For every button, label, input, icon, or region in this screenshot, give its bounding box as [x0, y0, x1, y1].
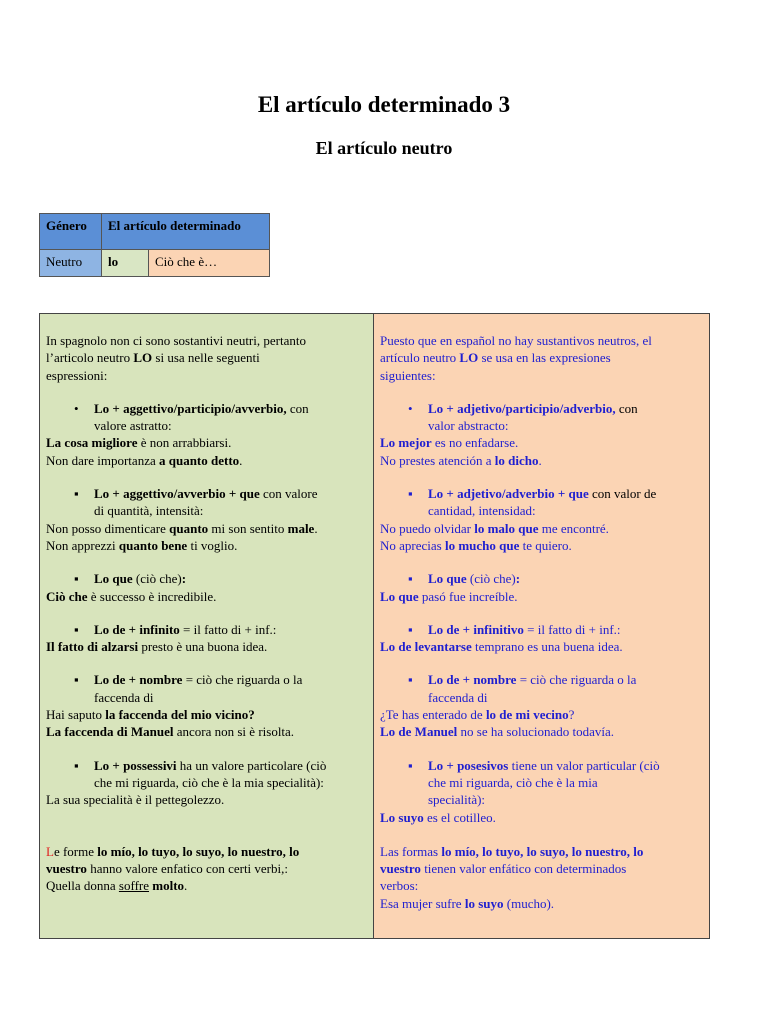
example-line: [380, 520, 703, 537]
text: Lo de levantarse: [380, 639, 472, 655]
text: ancora non si è risolta.: [173, 724, 295, 740]
bullet-square-icon: ▪: [74, 486, 79, 502]
text: cantidad, intensidad:: [428, 503, 536, 519]
text: faccenda di: [94, 689, 154, 705]
text: lo mío, lo tuyo, lo suyo, lo nuestro, lo: [97, 843, 300, 859]
rule-head: Lo + possessivi: [94, 757, 177, 773]
closing-paragraph: [46, 843, 367, 895]
text: mi son sentito: [208, 520, 288, 536]
text: valor abstracto:: [428, 418, 509, 434]
example-line: [46, 537, 367, 554]
closing-line: [380, 843, 703, 860]
section-cantidad: [380, 485, 703, 554]
text: te quiero.: [519, 537, 572, 553]
text: se usa en las expresiones: [478, 350, 611, 366]
article-table: [39, 213, 270, 277]
text: No prestes atención a: [380, 452, 495, 468]
example-line: [380, 723, 703, 740]
example-line: [46, 434, 367, 451]
text: :: [181, 571, 187, 587]
text: male: [287, 520, 315, 536]
example-line: [46, 706, 367, 723]
text: e forme: [53, 843, 98, 859]
list-item: [380, 757, 703, 809]
text: Hai saputo: [46, 707, 106, 723]
example-line: [380, 809, 703, 826]
intro-line: In spagnolo non ci sono sostantivi neutri, pertanto: [46, 333, 306, 348]
text: (ciò che): [132, 571, 182, 587]
text: soffre: [118, 878, 150, 894]
bullet-dot-icon: •: [408, 400, 413, 416]
text: vuestro: [46, 860, 87, 876]
rule-head: Lo + adjetivo/adverbio + que: [428, 486, 589, 502]
text: lo suyo: [464, 895, 504, 911]
text: che mi riguarda, ciò che è la mia: [428, 774, 598, 790]
text: faccenda di: [428, 689, 488, 705]
comparison-box: [39, 313, 710, 939]
text: Ciò che: [46, 588, 88, 604]
section-astratto: [46, 400, 367, 469]
rule-head: Lo de + infinitivo: [428, 621, 524, 637]
closing-line: [46, 860, 367, 877]
text: l’articolo neutro: [46, 350, 134, 366]
text: con: [615, 400, 638, 416]
text: Non posso dimenticare: [46, 520, 170, 536]
bullet-square-icon: ▪: [408, 672, 413, 688]
italian-column: [40, 314, 374, 938]
text: con valore: [259, 486, 318, 502]
text: molto: [152, 878, 185, 894]
cell-cio-che: Ciò che è…: [149, 250, 270, 277]
text: hanno valore enfatico con certi verbi,:: [86, 860, 288, 876]
intro-line: [46, 349, 367, 366]
bullet-square-icon: ▪: [408, 571, 413, 587]
text: lo de mi vecino: [485, 707, 569, 723]
text: ha un valore particolare (ciò: [176, 757, 327, 773]
bullet-dot-icon: •: [74, 400, 79, 416]
text: di quantità, intensità:: [94, 503, 204, 519]
text: (mucho).: [503, 895, 555, 911]
text: Non apprezzi: [46, 537, 119, 553]
example-line: La sua specialità è il pettegolezzo.: [46, 792, 225, 808]
list-item: [380, 485, 703, 520]
text: valore astratto:: [94, 418, 172, 434]
text: es no enfadarse.: [431, 435, 519, 451]
example-line: [380, 638, 703, 655]
rule-head: Lo de + infinito: [94, 621, 180, 637]
text: con: [286, 400, 309, 416]
text: la faccenda del mio vicino?: [105, 707, 255, 723]
closing-line: [46, 877, 367, 894]
lo-bold: LO: [133, 350, 153, 366]
example-line: [46, 723, 367, 740]
text: no se ha solucionado todavía.: [457, 724, 614, 740]
section-lo-que: [46, 570, 367, 605]
cell-neutro: Neutro: [40, 250, 102, 277]
text: presto è una buona idea.: [138, 639, 268, 655]
text: (ciò che): [466, 571, 516, 587]
text: quanto: [169, 520, 209, 536]
example-line: [46, 520, 367, 537]
rule-head: Lo + posesivos: [428, 757, 509, 773]
text: a quanto detto: [158, 452, 240, 468]
text: temprano es una buena idea.: [471, 639, 623, 655]
intro-paragraph: [46, 332, 367, 384]
table-row: [40, 250, 270, 277]
text: es el cotilleo.: [423, 809, 496, 825]
text: che mi riguarda, ciò che è la mia specialità):: [94, 774, 324, 790]
intro-line: Puesto que en español no hay sustantivos neutros, el: [380, 333, 652, 348]
text: = ciò che riguarda o la: [516, 672, 637, 688]
text: ?: [568, 707, 575, 723]
text: Lo de Manuel: [380, 724, 458, 740]
rule-head: Lo de + nombre: [428, 672, 517, 688]
lo-bold: LO: [459, 350, 479, 366]
text: vuestro: [380, 861, 421, 877]
text: ¿Te has enterado de: [380, 707, 486, 723]
section-lo-que: [380, 570, 703, 605]
text: pasó fue increíble.: [418, 588, 518, 604]
closing-line: [380, 895, 703, 912]
list-item: [380, 570, 703, 587]
closing-line: [46, 843, 367, 860]
bullet-square-icon: ▪: [74, 621, 79, 637]
text: è successo è incredibile.: [87, 588, 217, 604]
text: La faccenda di Manuel: [46, 724, 174, 740]
text: Lo que: [380, 588, 419, 604]
text: .: [314, 520, 318, 536]
bullet-square-icon: ▪: [408, 621, 413, 637]
list-item: [380, 671, 703, 706]
rule-head: Lo que: [428, 571, 467, 587]
text: si usa nelle seguenti: [152, 350, 260, 366]
text: tiene un valor particular (ciò: [508, 757, 660, 773]
text: = ciò che riguarda o la: [182, 672, 303, 688]
rule-head: Lo + aggettivo/avverbio + que: [94, 486, 260, 502]
text: :: [515, 571, 521, 587]
text: .: [538, 452, 542, 468]
example-line: [380, 588, 703, 605]
text: Non dare importanza: [46, 452, 159, 468]
rule-head: Lo de + nombre: [94, 672, 183, 688]
text: = il fatto di + inf.:: [523, 621, 621, 637]
section-lo-de-nombre: [46, 671, 367, 740]
text: No puedo olvidar: [380, 520, 475, 536]
spanish-column: [374, 314, 709, 938]
example-line: [46, 588, 367, 605]
header-articulo: El artículo determinado: [102, 214, 270, 250]
rule-head: Lo + aggettivo/participio/avverbio,: [94, 400, 287, 416]
page-subtitle: El artículo neutro: [315, 138, 453, 158]
page-title: El artículo determinado 3: [257, 92, 511, 117]
text: = il fatto di + inf.:: [179, 621, 277, 637]
example-line: [380, 537, 703, 554]
rule-head: Lo que: [94, 571, 133, 587]
text: lo mucho que: [444, 537, 520, 553]
text: Esa mujer sufre: [380, 895, 465, 911]
list-item: [46, 485, 367, 520]
text: specialità):: [428, 792, 486, 808]
text: Las formas: [380, 843, 442, 859]
closing-line: [380, 860, 703, 877]
rule-head: Lo + adjetivo/participio/adverbio,: [428, 400, 616, 416]
example-line: [46, 452, 367, 469]
text: .: [184, 878, 188, 894]
table-header-row: [40, 214, 270, 250]
intro-paragraph: [380, 332, 703, 384]
intro-line: espressioni:: [46, 367, 108, 383]
text: ti voglio.: [187, 537, 238, 553]
text: me encontré.: [538, 520, 609, 536]
text: Lo suyo: [380, 809, 424, 825]
bullet-square-icon: ▪: [408, 757, 413, 773]
text: quanto bene: [118, 537, 188, 553]
bullet-square-icon: ▪: [74, 757, 79, 773]
section-lo-de-nombre: [380, 671, 703, 740]
section-posesivos: [380, 757, 703, 826]
list-item: [46, 400, 367, 435]
list-item: [46, 757, 367, 792]
example-line: [46, 638, 367, 655]
section-lo-de-infinito: [46, 621, 367, 656]
section-quantita: [46, 485, 367, 554]
text: artículo neutro: [380, 350, 460, 366]
list-item: [380, 621, 703, 638]
closing-paragraph: [380, 843, 703, 912]
example-line: [380, 706, 703, 723]
list-item: [46, 621, 367, 638]
example-line: [380, 434, 703, 451]
text: No aprecias: [380, 537, 445, 553]
text: tienen valor enfático con determinados: [420, 861, 627, 877]
text: Quella donna: [46, 878, 119, 894]
list-item: [46, 671, 367, 706]
list-item: [46, 570, 367, 587]
text: Lo mejor: [380, 435, 432, 451]
list-item: [380, 400, 703, 435]
text: lo malo que: [474, 520, 539, 536]
intro-line: [380, 349, 703, 366]
red-initial: L: [46, 843, 54, 859]
intro-line: siguientes:: [380, 367, 436, 383]
text: Il fatto di alzarsi: [46, 639, 139, 655]
bullet-square-icon: ▪: [408, 486, 413, 502]
text: con valor de: [588, 486, 657, 502]
bullet-square-icon: ▪: [74, 672, 79, 688]
text: .: [239, 452, 243, 468]
text: lo mío, lo tuyo, lo suyo, lo nuestro, lo: [441, 843, 644, 859]
text: La cosa migliore: [46, 435, 138, 451]
text: è non arrabbiarsi.: [137, 435, 232, 451]
section-abstracto: [380, 400, 703, 469]
section-lo-de-infinitivo: [380, 621, 703, 656]
header-genero: Género: [40, 214, 102, 250]
text: lo dicho: [494, 452, 539, 468]
cell-lo: lo: [102, 250, 149, 277]
bullet-square-icon: ▪: [74, 571, 79, 587]
section-possessivi: [46, 757, 367, 809]
example-line: [380, 452, 703, 469]
closing-line: verbos:: [380, 878, 419, 894]
